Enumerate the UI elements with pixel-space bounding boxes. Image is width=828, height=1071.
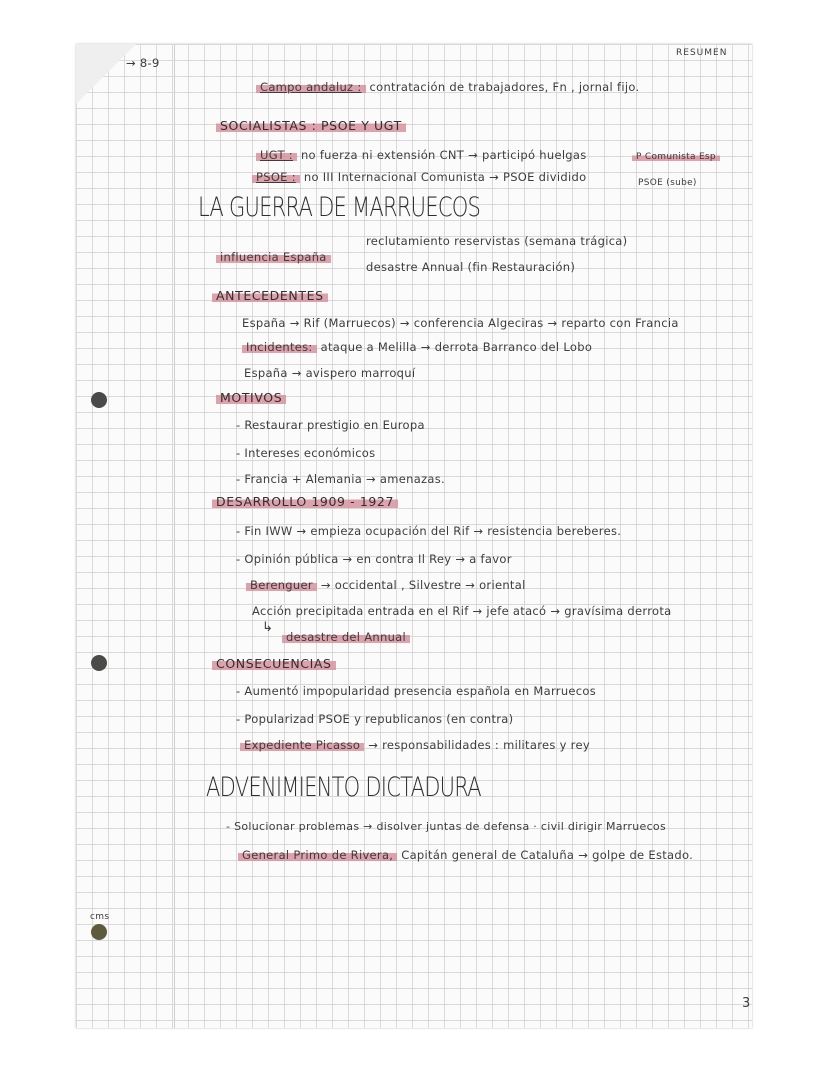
desarrollo-item-5: desastre del Annual	[282, 630, 410, 644]
corner-left-note: → 8-9	[126, 56, 160, 70]
influencia-label: influencia España	[216, 250, 331, 264]
primo-label: General Primo de Rivera,	[238, 848, 397, 862]
desarrollo-item-4: Acción precipitada entrada en el Rif → jefe atacó → gravísima derrota	[252, 604, 672, 618]
ugt-line	[256, 148, 587, 162]
antecedentes-item-1: España → Rif (Marruecos) → conferencia Algeciras → reparto con Francia	[242, 316, 679, 330]
motivo-item: - Intereses económicos	[236, 446, 376, 460]
expediente-label: Expediente Picasso	[240, 738, 364, 752]
socialistas-header: SOCIALISTAS : PSOE Y UGT	[216, 118, 406, 133]
notebook-page	[76, 44, 752, 1028]
berenguer-label: Berenguer	[246, 578, 317, 592]
ugt-label: UGT :	[256, 148, 297, 162]
binder-hole	[91, 924, 107, 940]
campo-text: contratación de trabajadores, Fn , jornal fijo.	[369, 80, 640, 94]
expediente-text: → responsabilidades : militares y rey	[368, 738, 590, 752]
psoe-line	[252, 170, 586, 184]
consecuencias-header: CONSECUENCIAS	[212, 656, 336, 671]
desarrollo-item-3	[246, 578, 526, 592]
influencia-item-2: desastre Annual (fin Restauración)	[366, 260, 576, 274]
motivos-header: MOTIVOS	[216, 390, 286, 405]
dictadura-title: ADVENIMIENTO DICTADURA	[206, 772, 481, 803]
consecuencia-item-3	[240, 738, 590, 752]
binder-hole	[91, 655, 107, 671]
psoe-text: no III Internacional Comunista → PSOE dividido	[303, 170, 587, 184]
margin-line	[174, 44, 175, 1028]
psoe-branch-sube: PSOE (sube)	[638, 178, 697, 188]
ugt-text: no fuerza ni extensión CNT → participó huelgas	[300, 148, 587, 162]
incidentes-label: Incidentes:	[242, 340, 317, 354]
arrow-icon: ↳	[262, 620, 274, 635]
campo-label: Campo andaluz :	[256, 80, 366, 94]
corner-right-note: RESUMEN	[676, 48, 728, 58]
psoe-branch-comunista: P Comunista Esp	[632, 152, 720, 162]
dictadura-item-2	[238, 848, 693, 862]
incidentes-text: ataque a Melilla → derrota Barranco del Lobo	[320, 340, 593, 354]
berenguer-text: → occidental , Silvestre → oriental	[320, 578, 526, 592]
desarrollo-item-2: - Opinión pública → en contra Il Rey → a favor	[236, 552, 512, 566]
antecedentes-item-3: España → avispero marroquí	[244, 366, 416, 380]
desarrollo-item-1: - Fin IWW → empieza ocupación del Rif → resistencia bereberes.	[236, 524, 622, 538]
guerra-title: LA GUERRA DE MARRUECOS	[198, 192, 481, 223]
primo-text: Capitán general de Cataluña → golpe de Estado.	[401, 848, 694, 862]
binder-hole	[91, 392, 107, 408]
antecedentes-item-2	[242, 340, 592, 354]
page-fold	[76, 44, 136, 104]
page-number: 3	[742, 996, 751, 1011]
margin-note: cms	[90, 912, 110, 922]
motivo-item: - Francia + Alemania → amenazas.	[236, 472, 446, 486]
psoe-label: PSOE :	[252, 170, 300, 184]
campo-line	[256, 80, 639, 94]
antecedentes-header: ANTECEDENTES	[212, 288, 328, 303]
consecuencia-item-1: - Aumentó impopularidad presencia española en Marruecos	[236, 684, 597, 698]
desarrollo-header: DESARROLLO 1909 - 1927	[212, 494, 398, 509]
consecuencia-item-2: - Popularizad PSOE y republicanos (en contra)	[236, 712, 514, 726]
dictadura-item-1: - Solucionar problemas → disolver juntas de defensa · civil dirigir Marruecos	[226, 820, 666, 833]
influencia-item-1: reclutamiento reservistas (semana trágica)	[366, 234, 628, 248]
motivo-item: - Restaurar prestigio en Europa	[236, 418, 425, 432]
